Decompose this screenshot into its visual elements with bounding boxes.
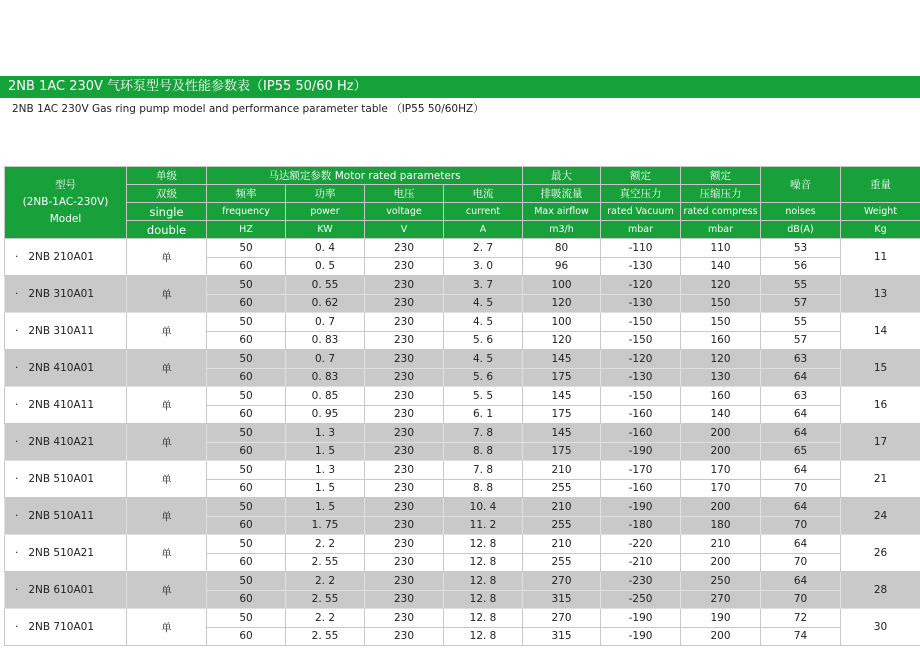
current-cell: 12. 8	[444, 609, 523, 628]
stage-cell: 单	[127, 276, 207, 313]
freq-cell: 50	[207, 387, 286, 406]
airflow-header-en: Max airflow	[523, 203, 601, 221]
voltage-cell: 230	[365, 461, 444, 480]
current-cell: 12. 8	[444, 553, 523, 572]
stage-cell: 单	[127, 498, 207, 535]
table-row	[5, 239, 920, 258]
model-name: 2NB 510A01	[28, 473, 95, 485]
noise-cell: 72	[761, 609, 841, 628]
voltage-cell: 230	[365, 313, 444, 332]
compress-header-top: 额定	[681, 167, 761, 185]
double-stage-cn: 双级	[127, 185, 207, 203]
current-cell: 12. 8	[444, 572, 523, 591]
compress-cell: 200	[681, 442, 761, 461]
current-cell: 5. 6	[444, 368, 523, 387]
power-cell: 0. 5	[286, 257, 365, 276]
model-header-cn: 型号	[55, 179, 76, 191]
power-header-cn: 功率	[286, 185, 365, 203]
power-cell: 1. 5	[286, 479, 365, 498]
power-header-en: power	[286, 203, 365, 221]
current-cell: 2. 7	[444, 239, 523, 258]
airflow-cell: 270	[523, 572, 601, 591]
vacuum-cell: -190	[601, 442, 681, 461]
stage-cell: 单	[127, 535, 207, 572]
model-group	[5, 461, 920, 498]
power-cell: 0. 62	[286, 294, 365, 313]
airflow-cell: 120	[523, 331, 601, 350]
compress-cell: 140	[681, 257, 761, 276]
current-cell: 6. 1	[444, 405, 523, 424]
airflow-cell: 175	[523, 368, 601, 387]
vacuum-header-en: rated Vacuum	[601, 203, 681, 221]
model-cell	[5, 387, 127, 424]
freq-header-en: frequency	[207, 203, 286, 221]
freq-header-cn: 频率	[207, 185, 286, 203]
noise-cell: 57	[761, 294, 841, 313]
compress-cell: 120	[681, 350, 761, 369]
stage-cell: 单	[127, 387, 207, 424]
model-header-series: (2NB-1AC-230V)	[22, 196, 109, 208]
airflow-cell: 255	[523, 516, 601, 535]
weight-cell: 26	[841, 535, 920, 572]
vacuum-cell: -120	[601, 276, 681, 295]
weight-cell: 21	[841, 461, 920, 498]
freq-cell: 60	[207, 479, 286, 498]
freq-cell: 60	[207, 590, 286, 609]
weight-header-cn: 重量	[841, 167, 920, 203]
current-cell: 12. 8	[444, 535, 523, 554]
model-cell	[5, 572, 127, 609]
freq-cell: 50	[207, 609, 286, 628]
model-name: 2NB 210A01	[28, 251, 95, 263]
stage-cell: 单	[127, 350, 207, 387]
model-cell	[5, 350, 127, 387]
compress-cell: 150	[681, 313, 761, 332]
vacuum-cell: -130	[601, 257, 681, 276]
model-header-en: Model	[49, 213, 82, 225]
compress-cell: 120	[681, 276, 761, 295]
vacuum-cell: -170	[601, 461, 681, 480]
airflow-cell: 315	[523, 627, 601, 646]
airflow-cell: 210	[523, 498, 601, 517]
model-cell	[5, 424, 127, 461]
weight-cell: 16	[841, 387, 920, 424]
power-cell: 2. 2	[286, 609, 365, 628]
voltage-cell: 230	[365, 553, 444, 572]
vacuum-cell: -150	[601, 313, 681, 332]
noise-cell: 55	[761, 276, 841, 295]
model-group	[5, 535, 920, 572]
airflow-cell: 315	[523, 590, 601, 609]
model-group	[5, 424, 920, 461]
compress-cell: 190	[681, 609, 761, 628]
noise-cell: 64	[761, 405, 841, 424]
model-group	[5, 498, 920, 535]
noise-cell: 56	[761, 257, 841, 276]
voltage-cell: 230	[365, 331, 444, 350]
voltage-unit: V	[365, 221, 444, 239]
power-cell: 2. 2	[286, 535, 365, 554]
compress-cell: 160	[681, 331, 761, 350]
airflow-cell: 120	[523, 294, 601, 313]
voltage-cell: 230	[365, 442, 444, 461]
model-cell	[5, 276, 127, 313]
vacuum-cell: -130	[601, 368, 681, 387]
freq-cell: 60	[207, 257, 286, 276]
stage-cell: 单	[127, 313, 207, 350]
vacuum-cell: -190	[601, 609, 681, 628]
noise-cell: 65	[761, 442, 841, 461]
power-cell: 2. 55	[286, 627, 365, 646]
table-row	[5, 313, 920, 332]
model-name: 2NB 310A01	[28, 288, 95, 300]
vacuum-cell: -110	[601, 239, 681, 258]
power-cell: 0. 4	[286, 239, 365, 258]
table-row	[5, 387, 920, 406]
voltage-header-en: voltage	[365, 203, 444, 221]
airflow-header-cn: 排吸流量	[523, 185, 601, 203]
compress-cell: 250	[681, 572, 761, 591]
compress-unit: mbar	[681, 221, 761, 239]
airflow-cell: 145	[523, 387, 601, 406]
weight-cell: 24	[841, 498, 920, 535]
noise-cell: 74	[761, 627, 841, 646]
power-cell: 0. 95	[286, 405, 365, 424]
model-name: 2NB 310A11	[28, 325, 95, 337]
noise-unit: dB(A)	[761, 221, 841, 239]
power-cell: 0. 7	[286, 350, 365, 369]
airflow-cell: 96	[523, 257, 601, 276]
freq-cell: 60	[207, 294, 286, 313]
current-cell: 12. 8	[444, 627, 523, 646]
weight-cell: 28	[841, 572, 920, 609]
power-cell: 1. 3	[286, 461, 365, 480]
current-cell: 8. 8	[444, 479, 523, 498]
noise-cell: 70	[761, 590, 841, 609]
current-cell: 5. 5	[444, 387, 523, 406]
current-cell: 11. 2	[444, 516, 523, 535]
compress-cell: 170	[681, 479, 761, 498]
bullet-icon: ·	[15, 473, 19, 485]
noise-header-en: noises	[761, 203, 841, 221]
airflow-cell: 145	[523, 350, 601, 369]
stage-cell: 单	[127, 609, 207, 646]
bullet-icon: ·	[15, 436, 19, 448]
vacuum-cell: -250	[601, 590, 681, 609]
noise-cell: 70	[761, 479, 841, 498]
freq-cell: 50	[207, 498, 286, 517]
vacuum-cell: -160	[601, 405, 681, 424]
voltage-cell: 230	[365, 405, 444, 424]
compress-cell: 270	[681, 590, 761, 609]
voltage-cell: 230	[365, 498, 444, 517]
single-stage-en: single	[127, 203, 207, 221]
power-cell: 2. 55	[286, 590, 365, 609]
current-cell: 4. 5	[444, 294, 523, 313]
compress-cell: 150	[681, 294, 761, 313]
vacuum-cell: -130	[601, 294, 681, 313]
power-cell: 0. 55	[286, 276, 365, 295]
airflow-header-top: 最大	[523, 167, 601, 185]
vacuum-cell: -190	[601, 498, 681, 517]
airflow-cell: 80	[523, 239, 601, 258]
noise-cell: 55	[761, 313, 841, 332]
voltage-cell: 230	[365, 239, 444, 258]
current-unit: A	[444, 221, 523, 239]
model-name: 2NB 410A11	[28, 399, 95, 411]
model-name: 2NB 510A11	[28, 510, 95, 522]
compress-cell: 140	[681, 405, 761, 424]
current-header-en: current	[444, 203, 523, 221]
current-cell: 3. 0	[444, 257, 523, 276]
noise-cell: 64	[761, 498, 841, 517]
freq-cell: 60	[207, 331, 286, 350]
power-cell: 0. 7	[286, 313, 365, 332]
freq-cell: 50	[207, 535, 286, 554]
model-name: 2NB 510A21	[28, 547, 95, 559]
vacuum-header-cn: 真空压力	[601, 185, 681, 203]
vacuum-cell: -160	[601, 479, 681, 498]
current-cell: 7. 8	[444, 461, 523, 480]
current-cell: 10. 4	[444, 498, 523, 517]
weight-cell: 13	[841, 276, 920, 313]
freq-cell: 50	[207, 239, 286, 258]
table-row	[5, 461, 920, 480]
model-group	[5, 572, 920, 609]
airflow-cell: 210	[523, 461, 601, 480]
freq-cell: 60	[207, 516, 286, 535]
noise-cell: 63	[761, 350, 841, 369]
single-stage-cn: 单级	[127, 167, 207, 185]
current-cell: 7. 8	[444, 424, 523, 443]
voltage-cell: 230	[365, 294, 444, 313]
vacuum-cell: -150	[601, 331, 681, 350]
power-cell: 0. 83	[286, 331, 365, 350]
noise-cell: 63	[761, 387, 841, 406]
voltage-cell: 230	[365, 590, 444, 609]
page-subtitle: 2NB 1AC 230V Gas ring pump model and performance parameter table （IP55 50/60HZ）	[12, 103, 484, 115]
stage-cell: 单	[127, 239, 207, 276]
freq-cell: 60	[207, 442, 286, 461]
bullet-icon: ·	[15, 621, 19, 633]
power-cell: 1. 5	[286, 442, 365, 461]
current-cell: 12. 8	[444, 590, 523, 609]
power-cell: 0. 83	[286, 368, 365, 387]
freq-cell: 60	[207, 405, 286, 424]
compress-header-cn: 压缩压力	[681, 185, 761, 203]
airflow-cell: 175	[523, 442, 601, 461]
model-header	[5, 167, 127, 239]
noise-cell: 64	[761, 535, 841, 554]
voltage-cell: 230	[365, 368, 444, 387]
weight-cell: 15	[841, 350, 920, 387]
freq-cell: 50	[207, 276, 286, 295]
noise-cell: 64	[761, 368, 841, 387]
weight-header-en: Weight	[841, 203, 920, 221]
table-row	[5, 498, 920, 517]
noise-cell: 70	[761, 516, 841, 535]
airflow-cell: 175	[523, 405, 601, 424]
airflow-cell: 270	[523, 609, 601, 628]
model-cell	[5, 313, 127, 350]
current-cell: 8. 8	[444, 442, 523, 461]
vacuum-cell: -180	[601, 516, 681, 535]
vacuum-cell: -220	[601, 535, 681, 554]
airflow-cell: 210	[523, 535, 601, 554]
noise-cell: 57	[761, 331, 841, 350]
bullet-icon: ·	[15, 362, 19, 374]
bullet-icon: ·	[15, 288, 19, 300]
model-name: 2NB 410A21	[28, 436, 95, 448]
current-cell: 5. 6	[444, 331, 523, 350]
table-row	[5, 609, 920, 628]
voltage-cell: 230	[365, 257, 444, 276]
airflow-cell: 100	[523, 313, 601, 332]
freq-unit: HZ	[207, 221, 286, 239]
model-cell	[5, 239, 127, 276]
airflow-cell: 145	[523, 424, 601, 443]
voltage-cell: 230	[365, 535, 444, 554]
compress-cell: 210	[681, 535, 761, 554]
vacuum-cell: -150	[601, 387, 681, 406]
freq-cell: 50	[207, 350, 286, 369]
bullet-icon: ·	[15, 584, 19, 596]
stage-cell: 单	[127, 572, 207, 609]
model-name: 2NB 710A01	[28, 621, 95, 633]
freq-cell: 50	[207, 313, 286, 332]
bullet-icon: ·	[15, 399, 19, 411]
compress-cell: 110	[681, 239, 761, 258]
weight-cell: 14	[841, 313, 920, 350]
bullet-icon: ·	[15, 510, 19, 522]
bullet-icon: ·	[15, 325, 19, 337]
current-cell: 3. 7	[444, 276, 523, 295]
power-unit: KW	[286, 221, 365, 239]
vacuum-cell: -160	[601, 424, 681, 443]
voltage-cell: 230	[365, 627, 444, 646]
model-group	[5, 239, 920, 276]
bullet-icon: ·	[15, 547, 19, 559]
voltage-cell: 230	[365, 387, 444, 406]
vacuum-cell: -190	[601, 627, 681, 646]
current-cell: 4. 5	[444, 313, 523, 332]
table-row	[5, 424, 920, 443]
stage-cell: 单	[127, 461, 207, 498]
model-name: 2NB 610A01	[28, 584, 95, 596]
table-row	[5, 535, 920, 554]
voltage-header-cn: 电压	[365, 185, 444, 203]
performance-table	[4, 166, 920, 646]
vacuum-cell: -230	[601, 572, 681, 591]
table-row	[5, 572, 920, 591]
airflow-cell: 255	[523, 479, 601, 498]
freq-cell: 60	[207, 368, 286, 387]
weight-unit: Kg	[841, 221, 920, 239]
power-cell: 1. 75	[286, 516, 365, 535]
voltage-cell: 230	[365, 516, 444, 535]
noise-header-cn: 噪音	[761, 167, 841, 203]
compress-cell: 170	[681, 461, 761, 480]
model-cell	[5, 535, 127, 572]
voltage-cell: 230	[365, 350, 444, 369]
power-cell: 0. 85	[286, 387, 365, 406]
voltage-cell: 230	[365, 572, 444, 591]
weight-cell: 11	[841, 239, 920, 276]
current-cell: 4. 5	[444, 350, 523, 369]
noise-cell: 64	[761, 572, 841, 591]
double-stage-en: double	[127, 221, 207, 239]
model-group	[5, 387, 920, 424]
airflow-cell: 100	[523, 276, 601, 295]
power-cell: 1. 3	[286, 424, 365, 443]
table-row	[5, 276, 920, 295]
noise-cell: 70	[761, 553, 841, 572]
power-cell: 1. 5	[286, 498, 365, 517]
vacuum-cell: -210	[601, 553, 681, 572]
airflow-cell: 255	[523, 553, 601, 572]
freq-cell: 60	[207, 553, 286, 572]
voltage-cell: 230	[365, 424, 444, 443]
airflow-unit: m3/h	[523, 221, 601, 239]
compress-cell: 130	[681, 368, 761, 387]
weight-cell: 30	[841, 609, 920, 646]
compress-cell: 200	[681, 498, 761, 517]
voltage-cell: 230	[365, 609, 444, 628]
freq-cell: 50	[207, 461, 286, 480]
table-row	[5, 350, 920, 369]
compress-cell: 200	[681, 627, 761, 646]
noise-cell: 64	[761, 424, 841, 443]
weight-cell: 17	[841, 424, 920, 461]
model-cell	[5, 609, 127, 646]
page-title: 2NB 1AC 230V 气环泵型号及性能参数表（IP55 50/60 Hz）	[0, 76, 920, 98]
motor-params-header: 马达额定参数 Motor rated parameters	[207, 167, 523, 185]
model-group	[5, 276, 920, 313]
voltage-cell: 230	[365, 276, 444, 295]
model-cell	[5, 498, 127, 535]
power-cell: 2. 55	[286, 553, 365, 572]
model-group	[5, 609, 920, 646]
model-group	[5, 350, 920, 387]
noise-cell: 64	[761, 461, 841, 480]
current-header-cn: 电流	[444, 185, 523, 203]
compress-header-en: rated compress	[681, 203, 761, 221]
vacuum-cell: -120	[601, 350, 681, 369]
stage-cell: 单	[127, 424, 207, 461]
compress-cell: 180	[681, 516, 761, 535]
power-cell: 2. 2	[286, 572, 365, 591]
freq-cell: 60	[207, 627, 286, 646]
model-group	[5, 313, 920, 350]
compress-cell: 200	[681, 424, 761, 443]
noise-cell: 53	[761, 239, 841, 258]
model-name: 2NB 410A01	[28, 362, 95, 374]
vacuum-unit: mbar	[601, 221, 681, 239]
freq-cell: 50	[207, 424, 286, 443]
vacuum-header-top: 额定	[601, 167, 681, 185]
model-cell	[5, 461, 127, 498]
bullet-icon: ·	[15, 251, 19, 263]
compress-cell: 160	[681, 387, 761, 406]
voltage-cell: 230	[365, 479, 444, 498]
freq-cell: 50	[207, 572, 286, 591]
compress-cell: 200	[681, 553, 761, 572]
